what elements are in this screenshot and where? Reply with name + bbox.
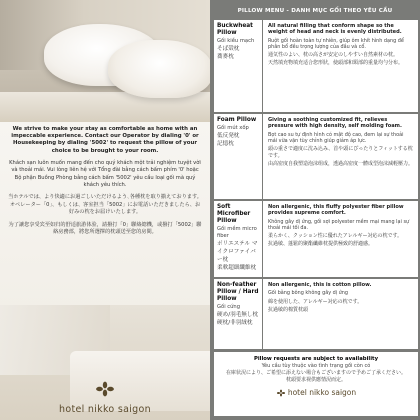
- photo-pillow: [108, 40, 210, 98]
- pillow-desc-zh: 由高密度自我塑造泡沫组成，透過高密度一體成型泡沫減輕壓力。: [268, 161, 414, 168]
- pillow-desc-vi: Ruột gối hoàn toàn tự nhiên, giúp ôm khít hình dạng để phân bổ đều trọng lượng của đầu và cổ.: [268, 37, 404, 51]
- pillow-menu-panel: [210, 0, 420, 420]
- pillow-name-en: Non-feather Pillow / Hard Pillow: [217, 282, 259, 302]
- pillow-name-vi: Gối cứng: [217, 304, 241, 310]
- pillow-name-ja: ポリエステル マイクロファイバー枕: [217, 241, 258, 263]
- pillow-name-en: Foam Pillow: [217, 117, 257, 123]
- availability-ja: 在庫状況により、ご希望に添えない場合もございますので予めご了承ください。: [225, 370, 406, 376]
- pillow-desc-zh: 抗過敏、蓬鬆的聚酯纖維枕提供極致的舒適感。: [268, 241, 374, 248]
- pillow-name-ja: 低反発枕: [217, 133, 240, 139]
- welcome-vietnamese: Khách sạn luôn muốn mang đến cho quý khách một trải nghiệm tuyệt vời và thoải mái. Vui lòng liên hệ với Tổng đài bằng cách bấm phím '0' hoặc Bộ phận Buồng Phòng bằng cách bấm '5002' yêu cầu loại gối mà quý khách yêu thích.: [9, 159, 201, 189]
- pillow-desc-cell: [264, 20, 418, 112]
- pillow-desc-zh: 天然填充物填充适合您形狀，使頭部和頸部的重量均勻分布。: [268, 60, 404, 67]
- pillow-desc-en: All natural filling that conform shape so the weight of head and neck is evenly distributed.: [268, 23, 402, 36]
- pillow-name-zh: 記憶枕: [217, 141, 234, 147]
- welcome-english: We strive to make your stay as comfortable as home with an impeccable experience. Contact our Operator by dialing '0' or Housekeeping by dialing '5002' to request the pillow of your choice to be brought to your room.: [11, 126, 199, 154]
- availability-note: [214, 352, 418, 416]
- pillow-name-zh: 硬枕/非羽絨枕: [217, 320, 253, 326]
- availability-vi: Yêu cầu tùy thuộc vào tình trạng gối còn có: [261, 363, 371, 369]
- pillow-menu-title: PILLOW MENU - DANH MỤC GỐI THEO YÊU CẦU: [237, 8, 393, 14]
- pillow-row-microfiber: [214, 201, 418, 277]
- pillow-desc-vi: Không gây dị ứng, gối sợi polyester mềm mại mang lại sự thoải mái tối đa.: [268, 218, 410, 232]
- pillow-name-cell: [214, 114, 263, 199]
- pillow-name-vi: Gối kiều mạch: [217, 38, 255, 44]
- pillow-desc-vi: Bọt cao su tự định hình có mật độ cao, đem lại sự thoải mái vừa vặn tùy chỉnh giúp giảm áp lực.: [268, 131, 404, 145]
- pillow-desc-en: Non allergenic, this is cotton pillow.: [268, 282, 372, 288]
- pillow-desc-cell: [264, 201, 418, 277]
- pillow-row-foam: [214, 114, 418, 199]
- pillow-desc-vi: Gối bằng bông không gây dị ứng: [268, 290, 348, 297]
- logo-wordmark: hotel nikko saigon: [59, 404, 151, 415]
- welcome-text-block: [0, 122, 210, 312]
- pillow-desc-en: Non allergenic, this fluffy polyester fiber pillow provides supreme comfort.: [268, 204, 404, 217]
- availability-zh: 枕頭要求视供應情況而定。: [285, 377, 346, 383]
- pillow-desc-ja: 頭の重さで適度に沈み込み、首や頭にぴったりとフィットする枕です。: [268, 146, 413, 160]
- pillow-name-cell: [214, 279, 263, 349]
- pillow-name-zh: 柔軟超細纖維枕: [217, 265, 257, 271]
- pillow-row-buckwheat: [214, 20, 418, 112]
- welcome-japanese: 当ホテルでは、より快適にお過ごしいただけるよう､各種枕を取り揃えております。オペレーター「0」、もしくは、客室担当「5002」にお電話いただきましたら、お好みの枕をお届けいたします。: [8, 194, 202, 216]
- pillow-name-zh: 蕎麥枕: [217, 54, 234, 60]
- footer-hotel-logo: [214, 388, 418, 397]
- pillow-name-ja: そば殻枕: [217, 46, 240, 52]
- pillow-desc-cell: [264, 279, 418, 349]
- pillow-desc-cell: [264, 114, 418, 199]
- pillow-desc-ja: 通気性のよい、枕の高さが安定のしやすい自然素材の枕。: [268, 52, 399, 59]
- welcome-chinese: 为了讓您享受宾至如归的舒适旅游体验，請撥打「0」聯絡總機，或撥打「5002」聯絡房務部，將您所選擇的枕頭送至您的房間。: [8, 221, 202, 236]
- pillow-name-cell: [214, 201, 263, 277]
- bed-pillows-photo: [0, 0, 210, 122]
- pillow-row-hard: [214, 279, 418, 349]
- pillow-name-en: Soft Microfiber Pillow: [217, 204, 251, 224]
- nikko-flower-icon: [276, 389, 286, 397]
- bedroom-photo: [0, 305, 210, 420]
- pillow-desc-ja: 綿を使用した、アレルギー対応の枕です。: [268, 298, 363, 305]
- pillow-desc-zh: 抗過敏的棉質枕頭: [268, 306, 309, 313]
- pillow-name-vi: Gối mềm micro fiber: [217, 226, 257, 239]
- pillow-name-en: Buckwheat Pillow: [217, 23, 253, 36]
- pillow-name-ja: 硬め/羽毛無し枕: [217, 312, 259, 318]
- pillow-desc-en: Giving a soothing customized fit, relieves pressure with high density, self molding foam.: [268, 117, 402, 130]
- pillow-name-cell: [214, 20, 263, 112]
- availability-en: Pillow requests are subject to availability: [253, 356, 379, 362]
- hotel-logo: [0, 381, 210, 416]
- pillow-desc-ja: 柔らかく、クッション性に優れたアレルギー対応の枕です。: [268, 233, 403, 240]
- pillow-name-vi: Gối mút xốp: [217, 125, 249, 131]
- footer-logo-wordmark: hotel nikko saigon: [287, 388, 357, 397]
- nikko-flower-icon: [94, 381, 116, 397]
